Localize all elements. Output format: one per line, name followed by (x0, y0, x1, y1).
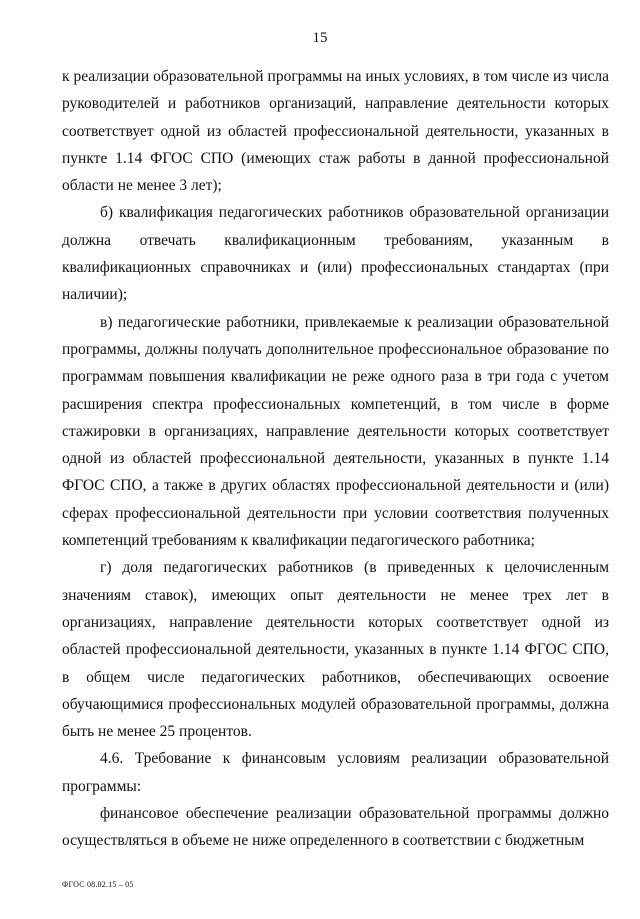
document-body (62, 63, 609, 855)
paragraph-item-g: г) доля педагогических работников (в приведенных к целочисленным значениям ставок), имеющих опыт деятельности не менее трех лет в организациях, направление деятельности которых соответствует одной из областей профессиональной деятельности, указанных в пункте 1.14 ФГОС СПО, в общем числе педагогических работников, обеспечивающих освоение обучающимися профессиональных модулей образовательной программы, должна быть не менее 25 процентов. (62, 559, 609, 741)
footer-code: ФГОС 08.02.15 – 05 (62, 880, 134, 889)
page-number: 15 (312, 30, 328, 46)
paragraph-item-v: в) педагогические работники, привлекаемые к реализации образовательной программы, должны получать дополнительное профессиональное образование по программам повышения квалификации не реже одного раза в три года с учетом расширения спектра профессиональных компетенций, в том числе в форме стажировки в организациях, направление деятельности которых соответствует одной из областей профессиональной деятельности, указанных в пункте 1.14 ФГОС СПО, а также в других областях профессиональной деятельности и (или) сферах профессиональной деятельности при условии соответствия полученных компетенций требованиям к квалификации педагогического работника; (62, 313, 609, 550)
section-heading-4-6: 4.6. Требование к финансовым условиям реализации образовательной программы: (62, 750, 609, 795)
paragraph-continuation: к реализации образовательной программы на иных условиях, в том числе из числа руководителей и работников организаций, направление деятельности которых соответствует одной из областей профессиональной деятельности, указанных в пункте 1.14 ФГОС СПО (имеющих стаж работы в данной профессиональной области не менее 3 лет); (62, 68, 609, 195)
paragraph-financing: финансовое обеспечение реализации образовательной программы должно осуществляться в объеме не ниже определенного в соответствии с бюджетным (62, 805, 609, 850)
paragraph-item-b: б) квалификация педагогических работников образовательной организации должна отвечать квалификационным требованиям, указанным в квалификационных справочниках и (или) профессиональных стандартах (при наличии); (62, 204, 609, 304)
